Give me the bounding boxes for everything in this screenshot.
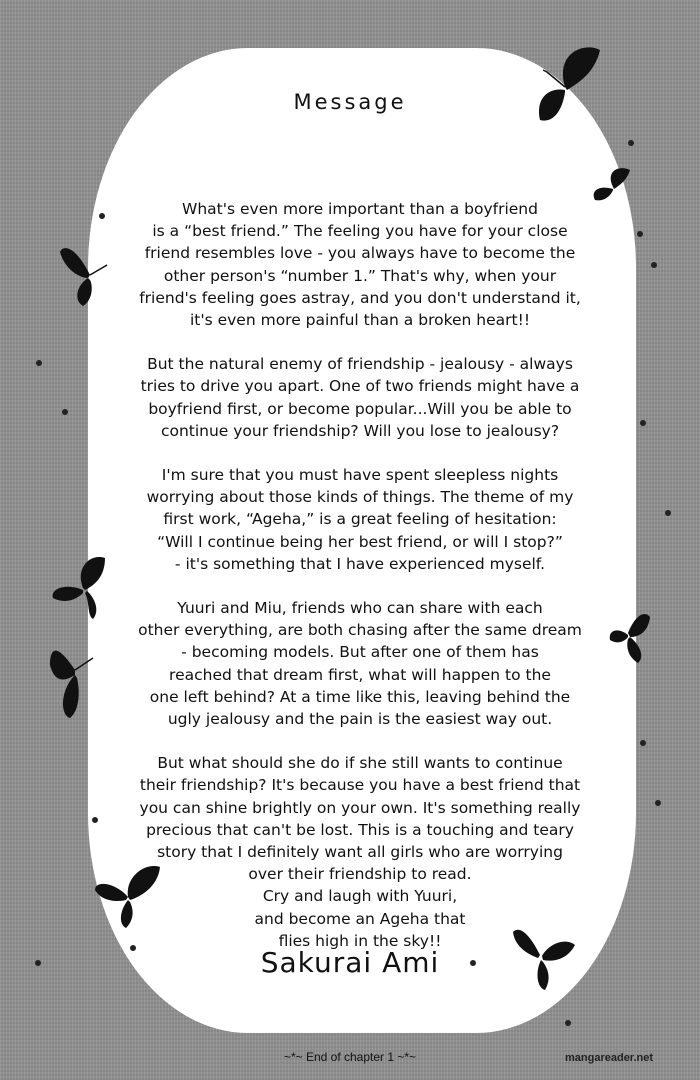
decorative-dot: [628, 140, 634, 146]
decorative-dot: [637, 231, 643, 237]
decorative-dot: [640, 420, 646, 426]
text-line: I'm sure that you must have spent sleepless nights: [161, 466, 559, 485]
decorative-dot: [655, 800, 661, 806]
text-line: Cry and laugh with Yuuri,: [262, 887, 458, 906]
text-line: one left behind? At a time like this, leaving behind the: [149, 687, 571, 706]
paragraph-2: [95, 353, 625, 442]
text-line: other person's “number 1.” That's why, when your: [163, 266, 557, 285]
text-line: boyfriend first, or become popular...Will you be able to: [148, 399, 572, 418]
text-line: “Will I continue being her best friend, or will I stop?”: [157, 532, 563, 551]
decorative-dot: [35, 960, 41, 966]
text-line: over their friendship to read.: [248, 865, 472, 884]
text-line: worrying about those kinds of things. The theme of my: [146, 488, 574, 507]
text-line: But the natural enemy of friendship - jealousy - always: [147, 355, 573, 374]
text-line: story that I definitely want all girls who are worrying: [157, 843, 563, 862]
decorative-dot: [470, 960, 476, 966]
decorative-dot: [651, 262, 657, 268]
paragraph-1: [95, 198, 625, 331]
butterfly-icon: [55, 240, 115, 310]
text-line: friend resembles love - you always have to become the: [144, 244, 576, 263]
watermark: mangareader.net: [565, 1052, 654, 1064]
text-line: continue your friendship? Will you lose to jealousy?: [160, 421, 560, 440]
decorative-dot: [36, 360, 42, 366]
decorative-dot: [565, 1020, 571, 1026]
text-line: tries to drive you apart. One of two friends might have a: [140, 377, 580, 396]
butterfly-icon: [585, 165, 640, 205]
text-line: ugly jealousy and the pain is the easiest way out.: [167, 710, 553, 729]
paragraph-4: [95, 597, 625, 730]
butterfly-icon: [600, 605, 655, 665]
text-line: reached that dream first, what will happen to the: [169, 665, 551, 684]
text-line: their friendship? It's because you have a best friend that: [139, 776, 581, 795]
author-signature: Sakurai Ami: [260, 946, 440, 979]
butterfly-icon: [45, 630, 105, 720]
text-line: first work, “Ageha,” is a great feeling of hesitation:: [163, 510, 557, 529]
text-line: you can shine brightly on your own. It's something really: [139, 798, 581, 817]
chapter-end-footer: ~*~ End of chapter 1 ~*~: [283, 1050, 417, 1064]
message-body: [95, 198, 625, 974]
text-line: What's even more important than a boyfriend: [182, 200, 538, 218]
text-line: Yuuri and Miu, friends who can share with each: [177, 599, 543, 618]
text-line: other everything, are both chasing after the same dream: [138, 621, 582, 640]
decorative-dot: [665, 510, 671, 516]
decorative-dot: [92, 817, 98, 823]
text-line: But what should she do if she still wants to continue: [157, 754, 563, 773]
paragraph-3: [95, 464, 625, 575]
text-line: - it's something that I have experienced myself.: [174, 554, 546, 573]
butterfly-icon: [525, 42, 605, 127]
text-line: it's even more painful than a broken heart!!: [189, 311, 531, 330]
decorative-dot: [640, 740, 646, 746]
butterfly-icon: [90, 862, 165, 932]
decorative-dot: [62, 409, 68, 415]
text-line: and become an Ageha that: [254, 909, 466, 928]
butterfly-icon: [45, 553, 120, 623]
text-line: is a “best friend.” The feeling you have for your close: [152, 222, 568, 241]
text-line: friend's feeling goes astray, and you don't understand it,: [139, 288, 581, 307]
butterfly-icon: [505, 920, 580, 995]
text-line: - becoming models. But after one of them has: [181, 643, 539, 662]
decorative-dot: [130, 945, 136, 951]
text-line: flies high in the sky!!: [278, 931, 442, 950]
text-line: precious that can't be lost. This is a touching and teary: [146, 820, 574, 839]
decorative-dot: [99, 213, 105, 219]
page-title: Message: [293, 90, 407, 114]
